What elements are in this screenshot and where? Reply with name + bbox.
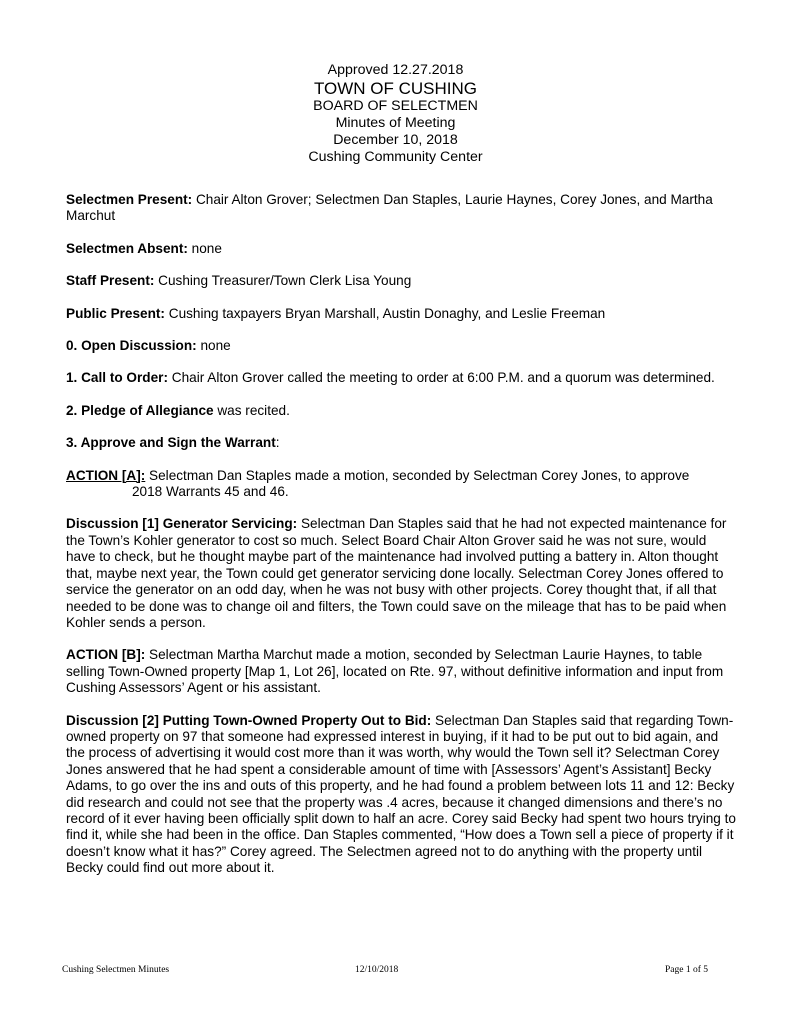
footer-document-name: Cushing Selectmen Minutes (62, 965, 170, 975)
call-to-order (66, 370, 736, 386)
town-name: TOWN OF CUSHING (313, 79, 478, 98)
approve-warrant (66, 435, 736, 451)
approval-line: Approved 12.27.2018 (327, 62, 464, 78)
board-name: BOARD OF SELECTMEN (313, 98, 478, 114)
document-header (0, 62, 791, 166)
action-b-label: ACTION [B]: (66, 647, 146, 663)
meeting-location: Cushing Community Center (308, 149, 483, 165)
selectmen-present-label: Selectmen Present: (66, 192, 193, 207)
discussion-generator (66, 516, 736, 631)
public-present-label: Public Present: (66, 305, 165, 321)
discussion-property-bid-text: Selectman Dan Staples said that regarding Town-owned property on 97 that someone had expressed interest in buying, if it had to be put out to bid again, and the process of advertising it would cost more than it was worth, why would the Town sell it? Selectman Corey Jones answered that he had spent a considerable amount of time with [Assessors’ Agent’s Assistant] Becky Adams, to go over the ins and outs of this property, and he had found a problem between lots 11 and 12: Becky did research and could not see that the property was .4 acres, because it changed dimensions and there’s no record of it ever having been officially split down to half an acre. Corey said Becky had spent two hours trying to find it, while she had been in the office. Dan Staples commented, “How does a Town sell a piece of property if it doesn’t know what it has?” Corey agreed. The Selectmen agreed not to do anything with the property until Becky could find out more about it. (66, 712, 736, 876)
approve-warrant-text: : (275, 435, 280, 451)
selectmen-absent-text: none (187, 240, 222, 256)
staff-present (66, 273, 736, 289)
action-a (66, 468, 736, 501)
action-a-line1: Selectman Dan Staples made a motion, seconded by Selectman Corey Jones, to approve (145, 467, 690, 483)
pledge-text: was recited. (213, 402, 290, 418)
public-present-text: Cushing taxpayers Bryan Marshall, Austin Donaghy, and Leslie Freeman (164, 305, 606, 321)
meeting-date: December 10, 2018 (333, 132, 458, 148)
pledge-label: 2. Pledge of Allegiance (66, 402, 214, 418)
discussion-generator-text: Selectman Dan Staples said that he had not expected maintenance for the Town’s Kohler generator to cost so much. Select Board Chair Alton Grover said he was not sure, would have to check, but he thought maybe part of the maintenance had involved putting a battery in. Alton thought that, maybe next year, the Town could get generator servicing done locally. Selectman Corey Jones offered to service the generator on an odd day, when he was not busy with other projects. Corey thought that, if all that needed to be done was to change oil and filters, the Town could save on the mileage that has to be paid when Kohler sends a person. (66, 516, 727, 630)
pledge-of-allegiance (66, 403, 736, 419)
action-a-line2: 2018 Warrants 45 and 46. (132, 484, 289, 500)
approve-warrant-label: 3. Approve and Sign the Warrant (66, 435, 276, 451)
action-b (66, 647, 736, 696)
open-discussion-text: none (196, 338, 231, 354)
selectmen-absent (66, 241, 736, 257)
staff-present-text: Cushing Treasurer/Town Clerk Lisa Young (154, 273, 412, 289)
open-discussion-label: 0. Open Discussion: (66, 338, 197, 354)
open-discussion (66, 338, 736, 354)
footer-page-number: Page 1 of 5 (664, 965, 708, 975)
selectmen-absent-label: Selectmen Absent: (66, 240, 188, 256)
call-to-order-label: 1. Call to Order: (66, 370, 168, 386)
selectmen-present (66, 192, 736, 225)
discussion-property-bid (66, 713, 736, 877)
footer-date: 12/10/2018 (355, 965, 399, 975)
discussion-property-bid-label: Discussion [2] Putting Town-Owned Property Out to Bid: (66, 712, 432, 728)
action-b-text: Selectman Martha Marchut made a motion, seconded by Selectman Laurie Haynes, to table selling Town-Owned property [Map 1, Lot 26], located on Rte. 97, without definitive information and input from Cushing Assessors’ Agent or his assistant. (66, 647, 724, 696)
call-to-order-text: Chair Alton Grover called the meeting to order at 6:00 P.M. and a quorum was determined. (167, 370, 715, 386)
minutes-body (66, 192, 736, 877)
staff-present-label: Staff Present: (66, 273, 155, 289)
public-present (66, 306, 736, 322)
document-title: Minutes of Meeting (335, 115, 456, 131)
selectmen-present-text: Chair Alton Grover; Selectmen Dan Staples, Laurie Haynes, Corey Jones, and Martha Marchut (66, 192, 713, 224)
discussion-generator-label: Discussion [1] Generator Servicing: (66, 516, 298, 532)
action-a-label: ACTION [A]: (66, 467, 146, 483)
